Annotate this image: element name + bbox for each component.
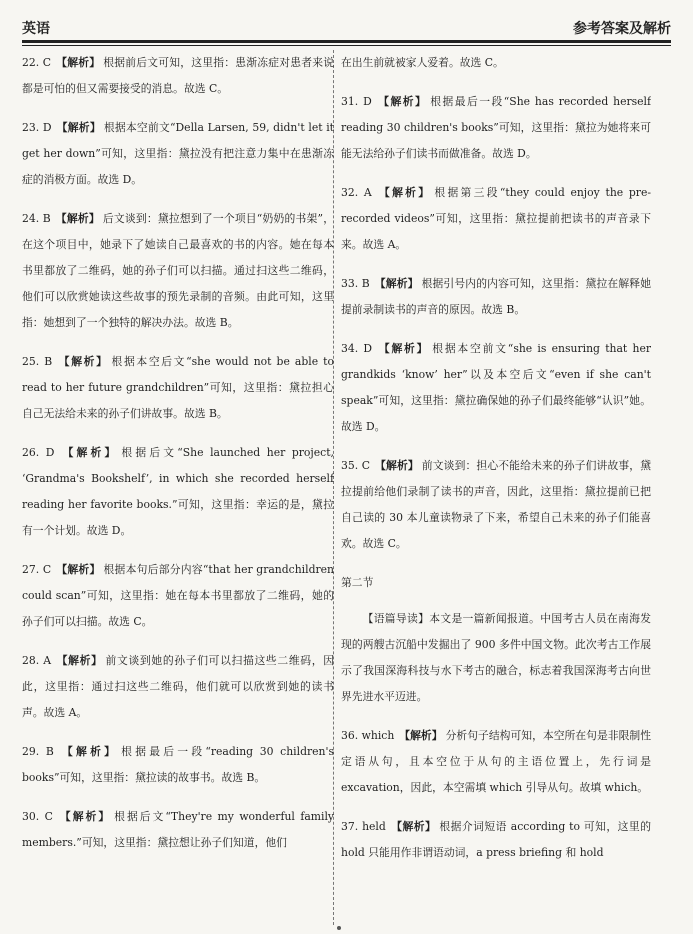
answer-text: 根据介词短语 according to 可知，这里的 hold 只能用作非谓语动词，a press briefing 和 hold: [341, 820, 651, 859]
continued-text: 在出生前就被家人爱着。故选 C。: [341, 56, 504, 69]
answer-text: 根据本空前文“Della Larsen, 59, didn't let it get her down”可知，这里指：黛拉没有把注意力集中在患渐冻症的消极方面。故选 D。: [22, 121, 334, 186]
analysis-tag: 【解析】: [399, 729, 443, 742]
answer-number: 33. B: [341, 277, 370, 290]
answer-item: [341, 89, 651, 167]
analysis-tag: 【解析】: [375, 459, 419, 472]
answer-number: 30. C: [22, 810, 53, 823]
analysis-tag: 【解析】: [56, 563, 101, 576]
answer-number: 23. D: [22, 121, 52, 134]
answer-number: 22. C: [22, 56, 52, 69]
analysis-tag: 【解析】: [374, 277, 419, 290]
answer-item: [22, 440, 334, 544]
answer-item: [22, 115, 334, 193]
answer-text: 根据引号内的内容可知，这里指：黛拉在解释她提前录制读书的声音的原因。故选 B。: [341, 277, 651, 316]
answer-number: 27. C: [22, 563, 52, 576]
answer-text: 根据本空后文“she would not be able to read to her future grandchildren”可知，这里指：黛拉担心自己无法给未来的孙子们讲故事。故选 B。: [22, 355, 334, 420]
answer-item: [341, 814, 651, 866]
answer-text: 根据最后一段“reading 30 children's books”可知，这里指：黛拉读的故事书。故选 B。: [22, 745, 334, 784]
answer-item: [22, 50, 334, 102]
analysis-tag: 【解析】: [56, 121, 101, 134]
answer-item: [341, 723, 651, 801]
answer-text: 根据本空前文“she is ensuring that her grandkids ‘know’ her”以及本空后文“even if she can't speak”可知，这里指：黛拉确保她的孙子们最终能够“认识”她。故选 D。: [341, 342, 651, 433]
header-rule-thin: [22, 45, 671, 46]
analysis-tag: 【解析】: [55, 212, 100, 225]
analysis-tag: 【解析】: [376, 95, 428, 108]
answer-item: [22, 206, 334, 336]
analysis-tag: 【解析】: [390, 820, 437, 833]
right-column: [341, 50, 651, 925]
guide-text: 本文是一篇新闻报道。中国考古人员在南海发现的两艘古沉船中发掘出了 900 多件中国文物。此次考古工作展示了我国深海科技与水下考古的融合，标志着我国深海考古向世界先进水平迈进。: [341, 612, 651, 703]
answer-item: [22, 557, 334, 635]
analysis-tag: 【解析】: [58, 745, 119, 758]
passage-guide: [341, 606, 651, 710]
answer-number: 35. C: [341, 459, 370, 472]
answer-text: 根据前后文可知，这里指：患渐冻症对患者来说都是可怕的但又需要接受的消息。故选 C。: [22, 56, 334, 95]
guide-tag: 【语篇导读】: [362, 612, 430, 625]
answer-text: 前文谈到她的孙子们可以扫描这些二维码，因此，这里指：通过扫这些二维码，他们就可以欣赏到她的读书声。故选 A。: [22, 654, 334, 719]
answer-number: 24. B: [22, 212, 51, 225]
answer-text: 根据最后一段“She has recorded herself reading 30 children's books”可知，这里指：黛拉为她将来可能无法给孙子们读书而做准备。故选 D。: [341, 95, 651, 160]
answer-number: 36. which: [341, 729, 395, 742]
page-header: [22, 8, 671, 38]
analysis-tag: 【解析】: [377, 342, 430, 355]
left-column: [22, 50, 334, 925]
answer-text: 根据后文“They're my wonderful family members.”可知，这里指：黛拉想让孙子们知道，他们: [22, 810, 334, 849]
answer-item: [341, 453, 651, 557]
section-title: 第二节: [341, 576, 374, 589]
header-title: 参考答案及解析: [573, 21, 671, 37]
answer-number: 34. D: [341, 342, 373, 355]
answer-number: 32. A: [341, 186, 372, 199]
answer-text: 后文谈到：黛拉想到了一个项目“奶奶的书架”，在这个项目中，她录下了她读自己最喜欢的书的内容。她在每本书里都放了二维码，她的孙子们可以扫描。通过扫这些二维码，他们可以欣赏她读这些故事的预先录制的音频。由此可知，这里指：她想到了一个独特的解决办法。故选 B。: [22, 212, 334, 329]
header-rule-thick: [22, 40, 671, 43]
header-subject: 英语: [22, 21, 50, 37]
answer-text: 根据本句后部分内容“that her grandchildren could scan”可知，这里指：她在每本书里都放了二维码，她的孙子们可以扫描。故选 C。: [22, 563, 334, 628]
answer-item: [341, 180, 651, 258]
answer-number: 25. B: [22, 355, 53, 368]
answer-text: 分析句子结构可知，本空所在句是非限制性定语从句，且本空位于从句的主语位置上，先行词是 excavation，因此，本空需填 which 引导从句。故填 which。: [341, 729, 651, 794]
page-marker-dot: [337, 926, 341, 930]
analysis-tag: 【解析】: [59, 446, 119, 459]
analysis-tag: 【解析】: [376, 186, 432, 199]
answer-number: 26. D: [22, 446, 55, 459]
answer-item: [22, 349, 334, 427]
answer-number: 37. held: [341, 820, 386, 833]
analysis-tag: 【解析】: [57, 355, 109, 368]
answer-item: [22, 804, 334, 856]
analysis-tag: 【解析】: [57, 810, 112, 823]
answer-item: [22, 739, 334, 791]
answer-number: 29. B: [22, 745, 54, 758]
answer-item: [341, 336, 651, 440]
analysis-tag: 【解析】: [56, 654, 103, 667]
analysis-tag: 【解析】: [56, 56, 101, 69]
answer-text: 根据后文“She launched her project, ‘Grandma's Bookshelf’, in which she recorded herself reading her favorite books.”可知，这里指：幸运的是，黛拉有一个计划。故选 D。: [22, 446, 334, 537]
answer-item: [341, 271, 651, 323]
answer-item: [22, 648, 334, 726]
answer-text: 根据第三段“they could enjoy the pre-recorded videos”可知，这里指：黛拉提前把读书的声音录下来。故选 A。: [341, 186, 651, 251]
answer-number: 31. D: [341, 95, 372, 108]
answer-number: 28. A: [22, 654, 52, 667]
answer-text: 前文谈到：担心不能给未来的孙子们讲故事，黛拉提前给他们录制了读书的声音，因此，这里指：黛拉提前已把自己读的 30 本儿童读物录了下来，希望自己未来的孙子们能喜欢。故选 C。: [341, 459, 651, 550]
